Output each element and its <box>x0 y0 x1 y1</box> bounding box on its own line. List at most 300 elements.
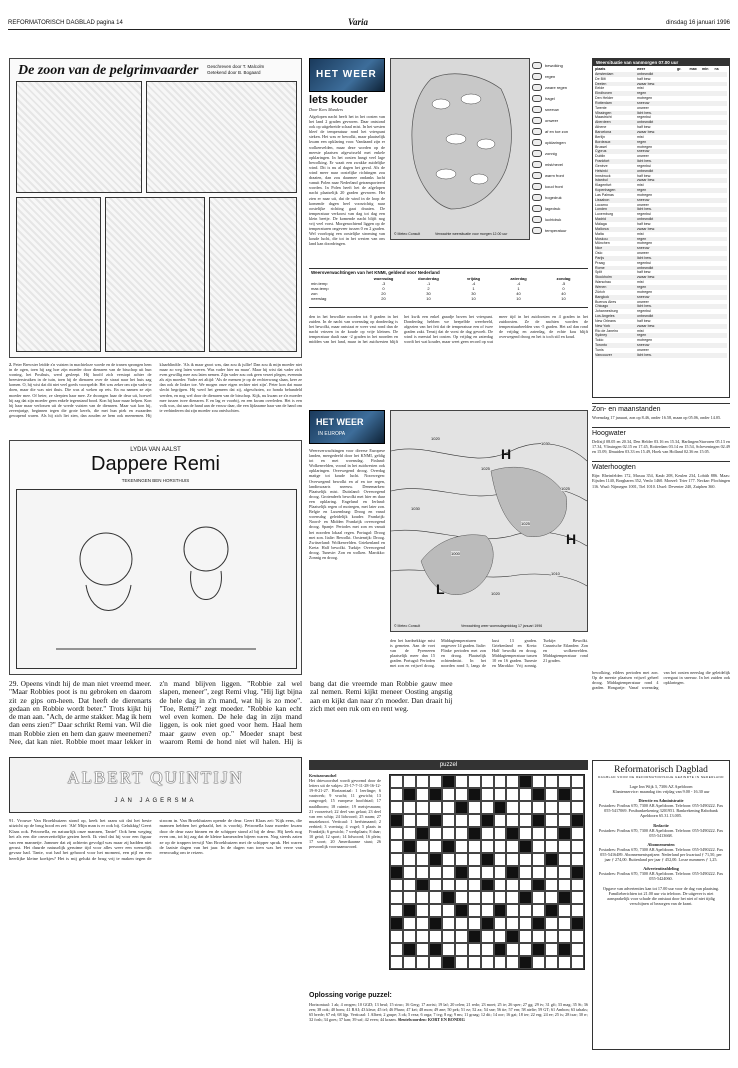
puzzle-cell[interactable] <box>494 930 507 943</box>
puzzle-cell[interactable] <box>468 775 481 788</box>
city-row: New Orleans half bew. <box>595 318 652 323</box>
puzzle-cell[interactable] <box>455 775 468 788</box>
puzzle-cell[interactable] <box>506 853 519 866</box>
puzzle-cell <box>506 866 519 879</box>
puzzle-cell <box>416 879 429 892</box>
city-row: De Bilt half bew. <box>595 76 652 81</box>
weather-europe-body: Weersverwachtingen voor diverse Europese landen, meegedeeld door het KNMI, geldig tot en met woensdag. Finland: Wolkenvelden, vooral in het zuidwesten ook opklaringen. Overwegend droog. Overdag matige tot koude lucht. Noorwegen: Overwegend bewolkt en af en toe regen, landinwaarts sneeuw. Denemarken: Plaatselijk mist. Duitsland: Overwegend droog. Grotendeels bewolkt met hier en daar een opklaring. Engeland en Ierland: Plaatselijk regen of motregen, met later zon. Belgie en Luxemburg: Droog en vanaf woensdag geleidelijk kouder. Frankrijk: Noord- en Midden Frankrijk overwegend droog. Spanje: Periodes met zon en vanuit het noorden lokaal regen. Portugal: Droog met zon. Italie: Bewolkt. Oostenrijk: Droog. Zwitserland: Wolkenvelden. Griekenland en Kreta: Half bewolkt. Turkije: Overwegend droog. Tunesie: Zon en wolken. Marokko: Zonnig en droog. <box>309 448 385 560</box>
puzzle-cell[interactable] <box>455 840 468 853</box>
puzzle-cell <box>416 827 429 840</box>
puzzle-cell[interactable] <box>532 801 545 814</box>
puzzle-cell[interactable] <box>403 917 416 930</box>
legend-symbol-icon <box>532 73 542 80</box>
city-row: Eelde mist <box>595 86 644 91</box>
puzzle-cell[interactable] <box>481 827 494 840</box>
weather-legend <box>532 60 588 245</box>
city-row: Sydney regen <box>595 333 727 338</box>
puzzle-cell[interactable] <box>416 930 429 943</box>
puzzle-cell[interactable] <box>481 788 494 801</box>
puzzle-cell[interactable] <box>455 891 468 904</box>
puzzle-cell[interactable] <box>558 930 571 943</box>
puzzle-cell <box>442 775 455 788</box>
city-row: Tunis onweer <box>595 347 649 352</box>
puzzle-cell <box>571 814 584 827</box>
legend-item: lagedruk <box>532 203 588 214</box>
legend-symbol-icon <box>532 84 542 91</box>
puzzle-cell[interactable] <box>416 814 429 827</box>
puzzle-cell[interactable] <box>481 930 494 943</box>
albert-author: JAN JAGERSMA <box>114 798 197 804</box>
isobar-label: 1020 <box>491 591 500 596</box>
city-row: Kopenhagen regen <box>595 188 727 193</box>
water-levels-title: Waterhoogten <box>592 461 730 471</box>
puzzle-cell[interactable] <box>519 827 532 840</box>
puzzle-cell[interactable] <box>519 879 532 892</box>
isobar-label: 1025 <box>481 466 490 471</box>
puzzle-cell <box>545 904 558 917</box>
puzzle-cell[interactable] <box>468 943 481 956</box>
puzzle-cell[interactable] <box>571 891 584 904</box>
puzzle-cell[interactable] <box>571 827 584 840</box>
puzzle-cell <box>506 827 519 840</box>
puzzle-cell[interactable] <box>532 853 545 866</box>
puzzle-title: puzzel <box>309 760 588 770</box>
legend-symbol-icon <box>532 117 542 124</box>
puzzle-cell[interactable] <box>481 891 494 904</box>
puzzle-cell[interactable] <box>532 827 545 840</box>
puzzle-cell[interactable] <box>429 801 442 814</box>
puzzle-cell[interactable] <box>403 801 416 814</box>
puzzle-cell <box>532 943 545 956</box>
puzzle-cell[interactable] <box>545 917 558 930</box>
puzzle-cell[interactable] <box>468 814 481 827</box>
legend-symbol-icon <box>532 194 542 201</box>
puzzle-cell[interactable] <box>545 943 558 956</box>
puzzle-cell[interactable] <box>545 775 558 788</box>
puzzle-cell[interactable] <box>506 891 519 904</box>
puzzle-cell[interactable] <box>481 840 494 853</box>
puzzle-cell <box>442 840 455 853</box>
puzzle-cell[interactable] <box>403 827 416 840</box>
city-row: Moskou regen <box>595 237 727 242</box>
puzzle-cell[interactable] <box>403 879 416 892</box>
city-row: Las Palmas motregen <box>595 192 653 197</box>
city-row: New York zwaar bew. <box>595 324 727 329</box>
puzzle-cell[interactable] <box>506 956 519 969</box>
puzzle-cell[interactable] <box>442 814 455 827</box>
puzzle-cell[interactable] <box>442 788 455 801</box>
isobar-label: 1030 <box>411 506 420 511</box>
weather-map-nl: © Meteo Consult Verwachte weersituatie voor morgen 12.00 uur <box>390 58 530 240</box>
legend-symbol-icon <box>532 172 542 179</box>
puzzle-cell[interactable] <box>532 930 545 943</box>
puzzle-cell[interactable] <box>468 904 481 917</box>
city-row: Amsterdam onbewolkt <box>595 72 727 77</box>
puzzle-cell[interactable] <box>571 788 584 801</box>
puzzle-cell[interactable] <box>403 956 416 969</box>
city-row: Split half bew. <box>595 270 652 275</box>
puzzle-cell[interactable] <box>558 840 571 853</box>
puzzle-section <box>309 760 588 1050</box>
puzzle-cell[interactable] <box>494 840 507 853</box>
puzzle-cell <box>429 853 442 866</box>
legend-item: zonnig <box>532 148 588 159</box>
puzzle-cell[interactable] <box>558 801 571 814</box>
puzzle-cell <box>403 904 416 917</box>
weather-logo: HET WEER <box>309 58 385 92</box>
puzzle-cell[interactable] <box>416 840 429 853</box>
weather-city-table: Weersituatie van vanmorgen 07.00 uur plaats weer gr. max min ns Amsterdam onbewolkt De Bilt half bew. Deelen zwaar bew. Eelde mist Eindhoven regen Den Helder motregen Rotterdam sneeuw Twente onweer Vlissingen licht bew. Maastricht regenbui Aberdeen onbewolkt Athene half bew. Barcelona zwaar bew. Berlijn mist Bordeaux regen Brussel motregen Cyprus sneeuw Dublin onweer Frankfort licht bew. Genève regenbui Helsinki onbewolkt Innsbruck half bew. Istanbul zwaar bew. Klagenfurt mist Kopenhagen regen Las Palmas motregen Lissabon sneeuw Locarno onweer Londen licht bew. Luxemburg regenbui Madrid onbewolkt Málaga half bew. Mallorca zwaar bew. Malta mist Moskou regen München motregen Nice sneeuw Oslo onweer Parijs licht bew. Praag regenbui Rome onbewolkt Split half bew. Stockholm zwaar bew. Warschau mist Wenen regen Zürich motregen Bangkok sneeuw Buenos Aires onweer Chicago licht bew. Johannesburg regenbui Los Angeles onbewolkt New Orleans half bew. New York zwaar bew. Rio de Janeiro mist Sydney regen Tokio motregen Toronto sneeuw Tunis onweer Vancouver licht bew. <box>592 58 730 398</box>
city-row: Genève regenbui <box>595 163 651 168</box>
puzzle-cell[interactable] <box>519 930 532 943</box>
puzzle-cell[interactable] <box>468 879 481 892</box>
sun-moon-title: Zon- en maanstanden <box>592 403 730 413</box>
puzzle-cell <box>558 788 571 801</box>
puzzle-cell <box>468 788 481 801</box>
puzzle-cell[interactable] <box>481 866 494 879</box>
puzzle-cell[interactable] <box>481 956 494 969</box>
puzzle-cell[interactable] <box>442 904 455 917</box>
legend-item: af en toe zon <box>532 126 588 137</box>
puzzle-cell[interactable] <box>442 943 455 956</box>
puzzle-cell[interactable] <box>532 904 545 917</box>
puzzle-cell[interactable] <box>545 801 558 814</box>
puzzle-cell <box>519 891 532 904</box>
legend-item: hagel <box>532 93 588 104</box>
puzzle-cell[interactable] <box>571 879 584 892</box>
puzzle-cell[interactable] <box>494 956 507 969</box>
puzzle-cell[interactable] <box>468 801 481 814</box>
city-row: Malta mist <box>595 231 644 236</box>
puzzle-cell <box>390 917 403 930</box>
puzzle-cell[interactable] <box>545 840 558 853</box>
puzzle-cell[interactable] <box>558 879 571 892</box>
puzzle-cell[interactable] <box>545 879 558 892</box>
puzzle-cell[interactable] <box>429 891 442 904</box>
puzzle-cell[interactable] <box>558 904 571 917</box>
puzzle-cell[interactable] <box>416 788 429 801</box>
puzzle-cell <box>455 904 468 917</box>
legend-item: warm front <box>532 170 588 181</box>
puzzle-cell[interactable] <box>571 904 584 917</box>
puzzle-cell[interactable] <box>455 788 468 801</box>
puzzle-cell[interactable] <box>442 917 455 930</box>
puzzle-cell[interactable] <box>429 775 442 788</box>
puzzle-cell[interactable] <box>519 917 532 930</box>
weather-body-2: den in het bewolkte noorden tot 0 graden in het zuiden. In de nacht van woensdag op donderdag is het bewolkt, maar ontstaat er weer vast rond dan de nacht vriezen in de koude op vrije kleinen. De temperatuur daalt naar -2 graden in het noorden en midden van het land, maar in het zuidwesten blijft het kwik een enkel graadje boven het vriespunt. Donderdag hebben we heepelfde weerbeeld, afgezien van het feit dat de temperatuur een of twee graden zakt. Tenzij dat de vorst de dag gevoelt. De wind is meestal het oosten. Op vrijdag en zaterdag wordt het wat kouder, maar weet geen record op wat meer tijd in het zuidoosten en 4 graden in het zuidoosten. Ze de nachten worden de temperatuurbeelden van -5 graden. Het zal dan rond de vrijdag en zaterdag, de echte kou blijft overwegend droog en het is toch stil en koud. <box>309 314 588 345</box>
puzzle-cell[interactable] <box>494 917 507 930</box>
puzzle-cell[interactable] <box>494 775 507 788</box>
puzzle-cell[interactable] <box>571 943 584 956</box>
city-row: Brussel motregen <box>595 144 653 149</box>
puzzle-cell <box>429 943 442 956</box>
puzzle-cell[interactable] <box>455 930 468 943</box>
puzzle-cell <box>571 917 584 930</box>
colophon: Reformatorisch Dagblad DAGBLAD VOOR DE REFORMATORISCHE GEZINDTE IN NEDERLAND Lage Inn Wijk 3, 7306 AZ Apeldoorn Klantenservice: maandag t/m vrijdag van 9.00 - 16.30 uur Directie en Administratie Postadres: Postbus 670, 7300 AR Apeldoorn. Telefoon: 055-5490222. Fax 055-5417069. Postbankrekening 3201951. Bankrekening Rabobank Apeldoorn 65.31.13.005. Redactie Postadres: Postbus 670, 7300 AR Apeldoorn. Telefoon: 055-5490222. Fax 055-5413668. Abonnementen Postadres: Postbus 670, 7300 AR Apeldoorn. Telefoon: 055-5490222. Fax 055-5416489. Abonnementsprijzen: Nederland per kwartaal ƒ 71,50, per jaar ƒ 274,00. Buitenland per jaar ƒ 452,00. Losse nummers ƒ 1,25. Advertentieafdeling Postadres: Postbus 670, 7300 AR Apeldoorn. Telefoon: 055-5490222. Fax 055-5424060. Opgave van advertenties kan tot 17.00 uur voor de dag van plaatsing. Familieberichten tot 21.00 uur via telefoon. De uitgever is niet aansprakelijk voor schade die ontstaat door het niet of niet tijdig verschijnen of bezorgen van de krant. <box>592 760 730 1050</box>
city-row: Londen licht bew. <box>595 207 727 212</box>
puzzle-cell[interactable] <box>506 943 519 956</box>
puzzle-cell[interactable] <box>416 943 429 956</box>
puzzle-cell[interactable] <box>442 801 455 814</box>
puzzle-cell[interactable] <box>494 788 507 801</box>
puzzle-cell[interactable] <box>416 917 429 930</box>
puzzle-cell[interactable] <box>403 853 416 866</box>
puzzle-cell[interactable] <box>403 866 416 879</box>
puzzle-cell[interactable] <box>429 827 442 840</box>
city-row: Nice sneeuw <box>595 246 727 251</box>
puzzle-cell[interactable] <box>571 956 584 969</box>
puzzle-cell[interactable] <box>442 827 455 840</box>
puzzle-cell[interactable] <box>545 814 558 827</box>
puzzle-body: Kruiszoraudsel Het driewoordsel wordt gevormd door de letters uit de vakjes: 25-17-7-11-28-16-12-19-8-21-27. Horizontaal: 1 leerlinge; 6 vaatwerk; 9 vrucht; 11 gewicht; 13 zangvogel; 15 europese hoofdstad; 17 naaldboom; 18 ruimte; 19 meisjesnaam; 21 voorzetsel; 22 deel van gelaat; 23 deel van een schip; 24 lidwoord; 25 naam; 27 muzieknoot. Verticaal: 1 herfstmaand; 2 eerbied; 3 voertuig; 4 vogel; 5 plaats in Frankrijk; 6 gewicht; 7 werkplaats; 8 daar; 10 getal; 12 sport; 14 lidwoord; 16 plein; 17 soort; 20 Amerikaanse staat; 26 persoonlijk voornaamwoord. <box>309 773 381 850</box>
puzzle-cell[interactable] <box>519 904 532 917</box>
city-row: Mallorca zwaar bew. <box>595 227 727 232</box>
weather-europe-body-2: den het hardnekkige mist is gemeten. Aan de voet van de Pyreneeen plaatselijk meer dan 15 graden. Portugal: Perioden met zon en vrijwel droog. Middagtemperaturen ongeveer 14 graden. Italie: Flinke perioden met zon en droog. Plaatselijk ochtendmist. In het noorden rond 5, langs de kust 13 graden. Griekenland en Kreta: Half bewolkt en droog. Middagtemperatuur tussen 10 en 16 graden. Tunesie en Marokko: Vrij zonnig. Turkije: Bewolkt. Canarische Eilanden: Zon en wolkenvelden. Middagtemperatuur rond 21 graden. <box>390 638 588 669</box>
puzzle-cell[interactable] <box>390 788 403 801</box>
puzzle-cell[interactable] <box>390 930 403 943</box>
puzzle-cell[interactable] <box>545 891 558 904</box>
puzzle-cell[interactable] <box>494 853 507 866</box>
puzzle-cell[interactable] <box>506 879 519 892</box>
puzzle-cell[interactable] <box>416 956 429 969</box>
comic-panel-1 <box>16 81 142 193</box>
puzzle-cell[interactable] <box>390 775 403 788</box>
city-row: Johannesburg regenbui <box>595 309 651 314</box>
puzzle-cell <box>481 814 494 827</box>
puzzle-cell[interactable] <box>545 930 558 943</box>
solution-title: Oplossing vorige puzzel: <box>309 992 392 999</box>
legend-item: sneeuw <box>532 104 588 115</box>
puzzle-cell[interactable] <box>558 917 571 930</box>
puzzle-cell[interactable] <box>442 879 455 892</box>
puzzle-cell <box>429 917 442 930</box>
puzzle-cell[interactable] <box>442 866 455 879</box>
puzzle-cell[interactable] <box>532 775 545 788</box>
puzzle-cell[interactable] <box>519 801 532 814</box>
forecast-day: vrijdag <box>466 276 481 281</box>
city-row: Rio de Janeiro mist <box>595 328 644 333</box>
city-row: Den Helder motregen <box>595 96 653 101</box>
puzzle-cell <box>468 827 481 840</box>
legend-symbol-icon <box>532 183 542 190</box>
forecast-day: zaterdag <box>510 276 527 281</box>
puzzle-cell[interactable] <box>468 866 481 879</box>
puzzle-cell[interactable] <box>429 956 442 969</box>
puzzle-cell[interactable] <box>571 775 584 788</box>
puzzle-cell <box>506 930 519 943</box>
weather-subtitle: lets kouder <box>309 94 368 106</box>
puzzle-cell[interactable] <box>390 801 403 814</box>
puzzle-cell[interactable] <box>558 956 571 969</box>
puzzle-cell[interactable] <box>429 879 442 892</box>
puzzle-cell[interactable] <box>545 827 558 840</box>
puzzle-cell[interactable] <box>571 801 584 814</box>
city-row: Wenen regen <box>595 285 727 290</box>
puzzle-cell[interactable] <box>455 814 468 827</box>
albert-title: ALBERT QUINTIJN <box>67 768 244 787</box>
puzzle-cell[interactable] <box>494 879 507 892</box>
puzzle-cell[interactable] <box>416 853 429 866</box>
puzzle-cell[interactable] <box>532 866 545 879</box>
puzzle-cell <box>403 943 416 956</box>
puzzle-cell[interactable] <box>545 788 558 801</box>
puzzle-cell[interactable] <box>481 775 494 788</box>
city-row: Tokio motregen <box>595 338 653 343</box>
puzzle-cell <box>494 943 507 956</box>
puzzle-cell[interactable] <box>494 866 507 879</box>
puzzle-cell[interactable] <box>494 891 507 904</box>
puzzle-cell[interactable] <box>455 827 468 840</box>
puzzle-cell[interactable] <box>429 840 442 853</box>
puzzle-cell[interactable] <box>506 840 519 853</box>
puzzle-cell[interactable] <box>390 879 403 892</box>
puzzle-cell[interactable] <box>416 904 429 917</box>
city-row: Athene half bew. <box>595 125 652 130</box>
page-header <box>8 16 730 30</box>
isobar-label: 1025 <box>561 486 570 491</box>
puzzle-cell[interactable] <box>442 853 455 866</box>
puzzle-cell[interactable] <box>545 956 558 969</box>
puzzle-cell[interactable] <box>468 891 481 904</box>
weather-europe-logo: HET WEER IN EUROPA <box>309 410 385 444</box>
forecast-table: Weersverwachtingen van het KNMI, geldend voor Nederland woensdag donderdag vrijdag zaterdag zondag min.temp -3 -1 -4 -4 -5 max.temp 0 2 1 1 0 zon 20 30 30 40 40 neerslag 20 10 10 10 10 <box>309 268 588 308</box>
puzzle-cell[interactable] <box>429 930 442 943</box>
puzzle-cell[interactable] <box>390 904 403 917</box>
puzzle-cell[interactable] <box>558 866 571 879</box>
puzzle-cell[interactable] <box>532 840 545 853</box>
puzzle-cell[interactable] <box>455 943 468 956</box>
puzzle-cell[interactable] <box>506 775 519 788</box>
comic-albert-quintijn <box>9 757 302 813</box>
section-title: Varia <box>348 17 369 27</box>
legend-symbol-icon <box>532 106 542 113</box>
puzzle-cell[interactable] <box>390 840 403 853</box>
puzzle-cell[interactable] <box>442 930 455 943</box>
city-row: Berlijn mist <box>595 134 644 139</box>
puzzle-cell <box>442 891 455 904</box>
puzzle-cell[interactable] <box>390 956 403 969</box>
legend-symbol-icon <box>532 95 542 102</box>
puzzle-cell[interactable] <box>455 879 468 892</box>
albert-text: 91. Vrouwe Van Broekhuizen stond op, keek het raam uit dat het beste uitzicht op de brug bood en zei: 'Ah! Mijn man is er ook bij. Gelukkig! Geert Klaas ook. Petronella, en natuurlijk onze mannen, Tante!' Ook hem weging het als een die onverzettelijke gezien heeft. Ik vind dat hij voor een figuur van een mannetje. Jammer dat zij achterin gevolgd was maar zij hadden niet gerust. Het duurde natuurlijk geruime tijd voor alles weer een wenselijk gevaar had. Tante, wat had het gehoord voor het moment, een pijl en een heerlijke kleine koekjes? Het is mij gelukt de brug vrij te maken tegen de stroom in. Van Broekhuizen opende de deur. Geert Klaas zei: 'Kijk eens, die mannen hebben het gehaald, het is voorbij. Petronella haar moeder kwam door de deur naar binnen en de schipper stond al bij de deur. Hij keek nog even om, tot hij zag dat de kleine kameraden bijeen waren. Nog steeds zaten ze op de trappen terwijl Van Broekhuizen met de schipper sprak. Het waren de laatste dagen van het jaar. In de dagen van toen was het verre van eenvoudig om te reizen. <box>9 818 302 861</box>
puzzle-cell[interactable] <box>494 814 507 827</box>
puzzle-cell[interactable] <box>519 788 532 801</box>
puzzle-cell[interactable] <box>558 853 571 866</box>
puzzle-cell[interactable] <box>429 866 442 879</box>
puzzle-grid[interactable] <box>389 774 585 970</box>
puzzle-cell[interactable] <box>468 853 481 866</box>
comic-panel-2 <box>146 81 297 193</box>
city-row: Stockholm zwaar bew. <box>595 275 727 280</box>
legend-symbol-icon <box>532 227 542 234</box>
city-row: Istanbul zwaar bew. <box>595 178 727 183</box>
puzzle-cell[interactable] <box>571 853 584 866</box>
puzzle-cell <box>571 866 584 879</box>
pressure-center-label: H <box>501 446 512 462</box>
puzzle-cell[interactable] <box>468 917 481 930</box>
legend-item: koud front <box>532 181 588 192</box>
puzzle-cell <box>558 891 571 904</box>
puzzle-cell <box>558 827 571 840</box>
puzzle-cell[interactable] <box>390 827 403 840</box>
puzzle-cell[interactable] <box>455 956 468 969</box>
puzzle-cell[interactable] <box>468 956 481 969</box>
puzzle-cell[interactable] <box>403 814 416 827</box>
puzzle-cell[interactable] <box>481 801 494 814</box>
weather-europe-extra: bewolking, eilders perioden met zon. Op de meeste plaatsen vrijwel geheel droog. Middagtemperatuur rond 4 graden. Hongarije: Vanaf woensdag van het oosten neerslag die geleidelijk overgaat in sneeuw. In het zuiden ook opklaringen. <box>592 670 730 691</box>
comic-dappere-remi <box>9 440 302 675</box>
sun-moon-block: Zon- en maanstanden Woensdag 17 januari, zon op 8.46, onder 16.58, maan op 05.06, onder 14.05. Hoogwater Delfzijl 08.05 en 20.34, Den Helder 03.16 en 15.34, Harlingen/Stavoren 05.13 en 17.34, Vlissingen 02.15 en 17.45, Rotterdam 03.14 en 15.54, Scheveningen 02.49 en 15.09, IJmuiden 03.33 en 15.49, Hoek van Holland 02.36 en 15.05. Waterhoogten Rijn: Rheinfelden 172, Maxau 354, Kaub 208, Keulen 234, Lobith 886. Maas: Eijsden 1140, Borgharen 352, Venlo 1460. Moezel: Trier 177. Neckar: Plochingen 116. Waal: Nijmegen 1001, Tiel 1010. IJssel: Deventer 240, Zutphen 360. <box>592 403 730 663</box>
puzzle-cell[interactable] <box>494 827 507 840</box>
isobar-label: 1010 <box>551 571 560 576</box>
puzzle-cell[interactable] <box>532 956 545 969</box>
city-row: Buenos Aires onweer <box>595 299 649 304</box>
city-row: München motregen <box>595 241 653 246</box>
puzzle-cell[interactable] <box>519 866 532 879</box>
puzzle-cell[interactable] <box>519 814 532 827</box>
puzzle-cell[interactable] <box>390 891 403 904</box>
puzzle-cell[interactable] <box>519 943 532 956</box>
puzzle-cell[interactable] <box>416 866 429 879</box>
weather-map-europe: 1020 1025 1030 1030 1025 1000 1010 1020 1025 H L H © Meteo Consult Verwachting weer woensdagmiddag 17 januari 1996 <box>390 410 588 632</box>
puzzle-cell[interactable] <box>545 866 558 879</box>
puzzle-cell[interactable] <box>506 801 519 814</box>
legend-item: mist/nevel <box>532 159 588 170</box>
puzzle-cell[interactable] <box>532 891 545 904</box>
puzzle-cell <box>532 814 545 827</box>
puzzle-cell <box>532 917 545 930</box>
puzzle-cell[interactable] <box>558 775 571 788</box>
city-row: Madrid onbewolkt <box>595 217 727 222</box>
city-row: Vlissingen licht bew. <box>595 111 727 116</box>
puzzle-cell <box>442 956 455 969</box>
puzzle-cell[interactable] <box>416 801 429 814</box>
legend-symbol-icon <box>532 62 542 69</box>
puzzle-cell[interactable] <box>416 775 429 788</box>
puzzle-cell[interactable] <box>416 891 429 904</box>
puzzle-cell <box>455 801 468 814</box>
puzzle-cell[interactable] <box>506 814 519 827</box>
puzzle-cell[interactable] <box>403 930 416 943</box>
puzzle-cell[interactable] <box>558 814 571 827</box>
puzzle-cell[interactable] <box>506 788 519 801</box>
puzzle-cell[interactable] <box>506 917 519 930</box>
puzzle-cell <box>481 879 494 892</box>
puzzle-cell[interactable] <box>519 853 532 866</box>
city-row: Frankfort licht bew. <box>595 159 727 164</box>
puzzle-cell[interactable] <box>481 943 494 956</box>
legend-symbol-icon <box>532 205 542 212</box>
puzzle-cell[interactable] <box>429 904 442 917</box>
puzzle-cell[interactable] <box>403 891 416 904</box>
weather-author: Door Kees Manders <box>309 107 343 112</box>
puzzle-cell[interactable] <box>455 853 468 866</box>
puzzle-cell <box>403 840 416 853</box>
puzzle-cell <box>545 853 558 866</box>
puzzle-cell[interactable] <box>455 917 468 930</box>
puzzle-cell[interactable] <box>571 930 584 943</box>
puzzle-cell[interactable] <box>571 840 584 853</box>
puzzle-cell[interactable] <box>506 904 519 917</box>
puzzle-cell[interactable] <box>390 943 403 956</box>
legend-item: onweer <box>532 115 588 126</box>
puzzle-cell[interactable] <box>481 904 494 917</box>
legend-item: zware regen <box>532 82 588 93</box>
puzzle-cell[interactable] <box>403 775 416 788</box>
puzzle-cell[interactable] <box>390 853 403 866</box>
city-row: Zürich motregen <box>595 289 653 294</box>
puzzle-cell[interactable] <box>468 840 481 853</box>
